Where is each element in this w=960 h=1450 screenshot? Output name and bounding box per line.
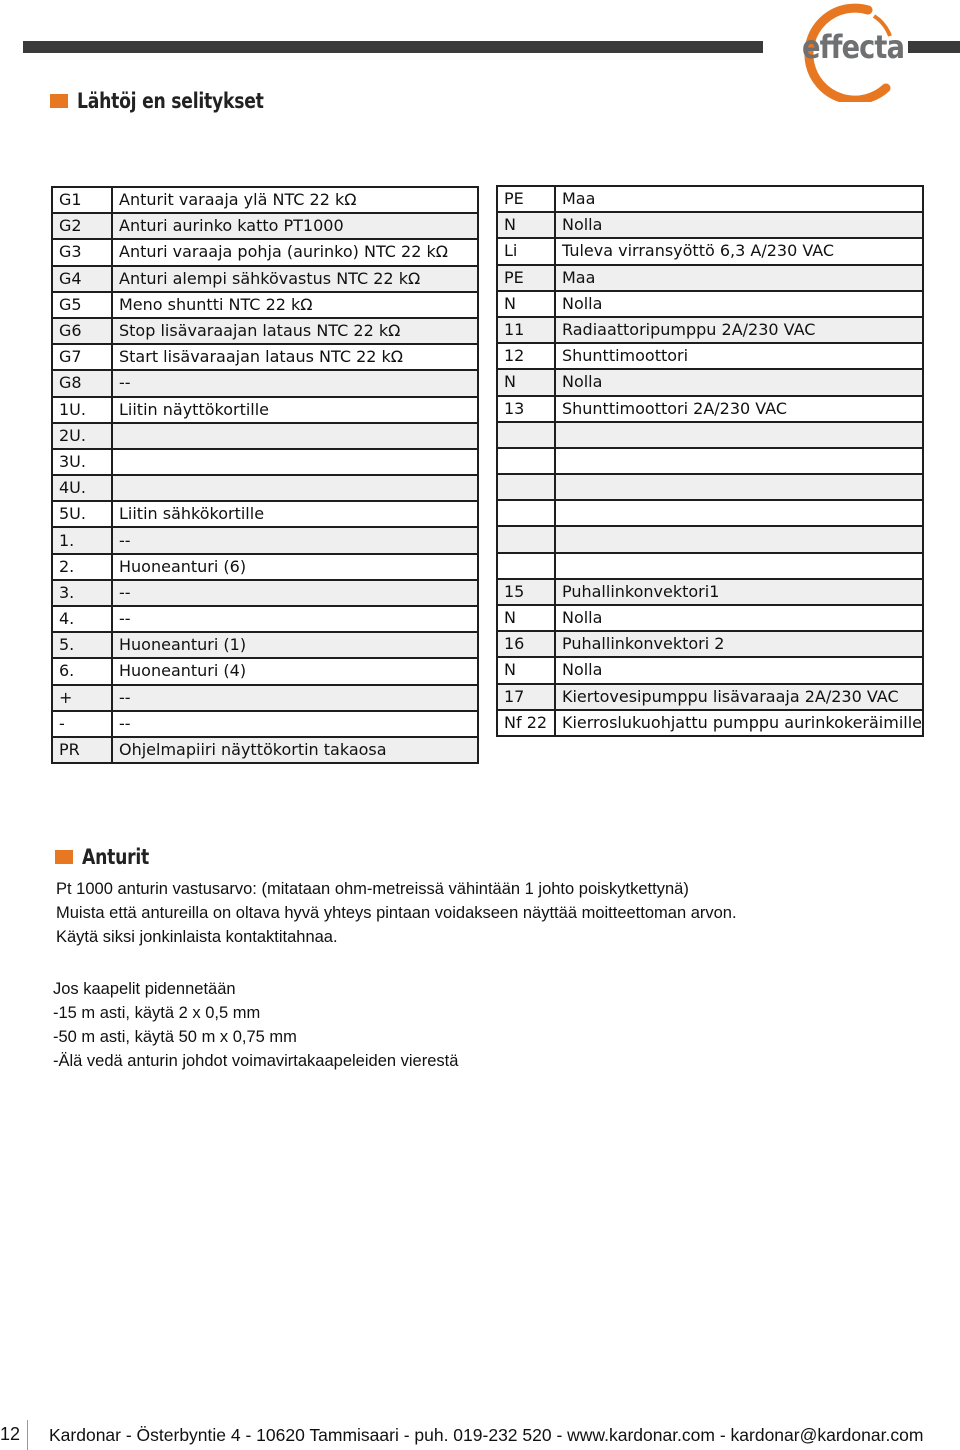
section-title-sensors xyxy=(55,845,164,869)
table-row xyxy=(52,397,478,423)
terminal-description: Puhallinkonvektori1 xyxy=(555,579,923,605)
terminal-code xyxy=(497,448,555,474)
table-row xyxy=(52,266,478,292)
terminal-code: G7 xyxy=(52,344,112,370)
table-row xyxy=(497,186,923,212)
terminal-description: -- xyxy=(112,685,478,711)
table-row xyxy=(52,239,478,265)
terminal-code: G8 xyxy=(52,370,112,396)
table-row xyxy=(52,685,478,711)
table-row xyxy=(52,318,478,344)
table-row xyxy=(52,213,478,239)
paragraph-line: Käytä siksi jonkinlaista kontaktitahnaa. xyxy=(56,928,338,946)
terminal-code: N xyxy=(497,605,555,631)
terminal-description: Shunttimoottori xyxy=(555,343,923,369)
section-title-text: Lähtöj en selitykset xyxy=(77,89,264,113)
terminal-description xyxy=(555,500,923,526)
terminal-description: Liitin näyttökortille xyxy=(112,397,478,423)
terminal-description: Shunttimoottori 2A/230 VAC xyxy=(555,396,923,422)
terminal-description xyxy=(112,423,478,449)
terminal-description: Kierroslukuohjattu pumppu aurinkokeräimille xyxy=(555,710,923,736)
terminal-code: 5U. xyxy=(52,501,112,527)
table-row xyxy=(52,370,478,396)
terminal-code: 12 xyxy=(497,343,555,369)
table-row xyxy=(52,737,478,763)
terminal-description: Stop lisävaraajan lataus NTC 22 kΩ xyxy=(112,318,478,344)
cable-note-line: -15 m asti, käytä 2 x 0,5 mm xyxy=(53,1004,261,1022)
table-row xyxy=(52,711,478,737)
terminal-description: Maa xyxy=(555,265,923,291)
terminal-description: Huoneanturi (4) xyxy=(112,658,478,684)
cable-note-line: -Älä vedä anturin johdot voimavirtakaapeleiden vierestä xyxy=(53,1052,459,1070)
cable-notes xyxy=(53,977,458,1073)
table-row xyxy=(52,423,478,449)
terminal-code: 3U. xyxy=(52,449,112,475)
table-row xyxy=(497,291,923,317)
sensor-paragraph xyxy=(56,877,737,949)
terminal-description: Liitin sähkökortille xyxy=(112,501,478,527)
left-terminal-table xyxy=(51,186,479,764)
section-title-text: Anturit xyxy=(82,845,149,869)
terminal-code: - xyxy=(52,711,112,737)
table-row xyxy=(497,317,923,343)
header-bar-left xyxy=(23,41,763,53)
terminal-description xyxy=(555,422,923,448)
table-row xyxy=(52,501,478,527)
terminal-code: N xyxy=(497,657,555,683)
terminal-description: Nolla xyxy=(555,212,923,238)
terminal-description xyxy=(555,553,923,579)
terminal-description: Nolla xyxy=(555,369,923,395)
terminal-code: PE xyxy=(497,265,555,291)
terminal-code: 13 xyxy=(497,396,555,422)
terminal-code: 5. xyxy=(52,632,112,658)
table-row xyxy=(497,396,923,422)
terminal-description: Huoneanturi (1) xyxy=(112,632,478,658)
terminal-code: 17 xyxy=(497,684,555,710)
table-row xyxy=(52,527,478,553)
table-row xyxy=(497,684,923,710)
terminal-description: Anturit varaaja ylä NTC 22 kΩ xyxy=(112,187,478,213)
table-row xyxy=(497,657,923,683)
cable-note-line: -50 m asti, käytä 50 m x 0,75 mm xyxy=(53,1028,297,1046)
terminal-description: -- xyxy=(112,711,478,737)
terminal-code: G5 xyxy=(52,292,112,318)
table-row xyxy=(497,343,923,369)
terminal-code: PR xyxy=(52,737,112,763)
right-terminal-table xyxy=(496,185,924,737)
table-row xyxy=(497,526,923,552)
terminal-code: 6. xyxy=(52,658,112,684)
terminal-code: + xyxy=(52,685,112,711)
table-row xyxy=(52,449,478,475)
terminal-description xyxy=(555,448,923,474)
terminal-code xyxy=(497,526,555,552)
terminal-description: Start lisävaraajan lataus NTC 22 kΩ xyxy=(112,344,478,370)
table-row xyxy=(52,344,478,370)
terminal-code xyxy=(497,553,555,579)
terminal-code: 4. xyxy=(52,606,112,632)
terminal-code: G6 xyxy=(52,318,112,344)
orange-square-icon xyxy=(50,94,68,108)
terminal-description: -- xyxy=(112,527,478,553)
terminal-code: 15 xyxy=(497,579,555,605)
terminal-code: G2 xyxy=(52,213,112,239)
terminal-code: PE xyxy=(497,186,555,212)
terminal-code: 1. xyxy=(52,527,112,553)
terminal-description: -- xyxy=(112,580,478,606)
terminal-code: 1U. xyxy=(52,397,112,423)
terminal-code: 3. xyxy=(52,580,112,606)
terminal-description: Nolla xyxy=(555,291,923,317)
terminal-description: Kiertovesipumppu lisävaraaja 2A/230 VAC xyxy=(555,684,923,710)
terminal-description: -- xyxy=(112,370,478,396)
terminal-description: Puhallinkonvektori 2 xyxy=(555,631,923,657)
table-row xyxy=(497,369,923,395)
terminal-description: Maa xyxy=(555,186,923,212)
table-row xyxy=(497,631,923,657)
table-row xyxy=(497,265,923,291)
table-row xyxy=(497,553,923,579)
terminal-code: G4 xyxy=(52,266,112,292)
terminal-code: N xyxy=(497,212,555,238)
terminal-code: N xyxy=(497,369,555,395)
terminal-description xyxy=(112,475,478,501)
logo-text: effecta xyxy=(802,28,905,66)
table-row xyxy=(52,606,478,632)
terminal-code: 4U. xyxy=(52,475,112,501)
orange-square-icon xyxy=(55,850,73,864)
table-row xyxy=(497,238,923,264)
table-row xyxy=(497,448,923,474)
terminal-description xyxy=(112,449,478,475)
table-row xyxy=(52,658,478,684)
terminal-code: 2U. xyxy=(52,423,112,449)
terminal-description: Tuleva virransyöttö 6,3 A/230 VAC xyxy=(555,238,923,264)
terminal-code: N xyxy=(497,291,555,317)
terminal-description: Anturi aurinko katto PT1000 xyxy=(112,213,478,239)
table-row xyxy=(497,500,923,526)
table-row xyxy=(52,580,478,606)
terminal-code xyxy=(497,422,555,448)
terminal-description xyxy=(555,526,923,552)
table-row xyxy=(52,632,478,658)
page-number: 12 xyxy=(0,1424,21,1444)
terminal-code xyxy=(497,500,555,526)
table-row xyxy=(497,422,923,448)
table-row xyxy=(52,554,478,580)
terminal-code: G3 xyxy=(52,239,112,265)
terminal-description xyxy=(555,474,923,500)
table-row xyxy=(497,605,923,631)
terminal-code xyxy=(497,474,555,500)
terminal-code: Li xyxy=(497,238,555,264)
terminal-code: G1 xyxy=(52,187,112,213)
cable-note-line: Jos kaapelit pidennetään xyxy=(53,980,236,998)
table-row xyxy=(497,212,923,238)
terminal-description: Radiaattoripumppu 2A/230 VAC xyxy=(555,317,923,343)
table-row xyxy=(497,474,923,500)
terminal-description: Meno shuntti NTC 22 kΩ xyxy=(112,292,478,318)
terminal-code: 11 xyxy=(497,317,555,343)
terminal-code: Nf 22 xyxy=(497,710,555,736)
table-row xyxy=(52,475,478,501)
table-row xyxy=(52,292,478,318)
table-row xyxy=(497,710,923,736)
terminal-description: Anturi alempi sähkövastus NTC 22 kΩ xyxy=(112,266,478,292)
terminal-description: Ohjelmapiiri näyttökortin takaosa xyxy=(112,737,478,763)
paragraph-line: Muista että antureilla on oltava hyvä yhteys pintaan voidakseen näyttää moitteettoman arvon. xyxy=(56,904,737,922)
terminal-description: Anturi varaaja pohja (aurinko) NTC 22 kΩ xyxy=(112,239,478,265)
terminal-code: 16 xyxy=(497,631,555,657)
terminal-code: 2. xyxy=(52,554,112,580)
section-title-outputs xyxy=(50,89,305,113)
terminal-description: -- xyxy=(112,606,478,632)
footer-address: Kardonar - Österbyntie 4 - 10620 Tammisaari - puh. 019-232 520 - www.kardonar.com - kardonar@kardonar.com xyxy=(49,1425,924,1445)
header-bar-right xyxy=(908,41,960,53)
table-row xyxy=(497,579,923,605)
terminal-description: Huoneanturi (6) xyxy=(112,554,478,580)
terminal-description: Nolla xyxy=(555,605,923,631)
table-row xyxy=(52,187,478,213)
terminal-description: Nolla xyxy=(555,657,923,683)
paragraph-line: Pt 1000 anturin vastusarvo: (mitataan ohm-metreissä vähintään 1 johto poiskytkettynä) xyxy=(56,880,689,898)
